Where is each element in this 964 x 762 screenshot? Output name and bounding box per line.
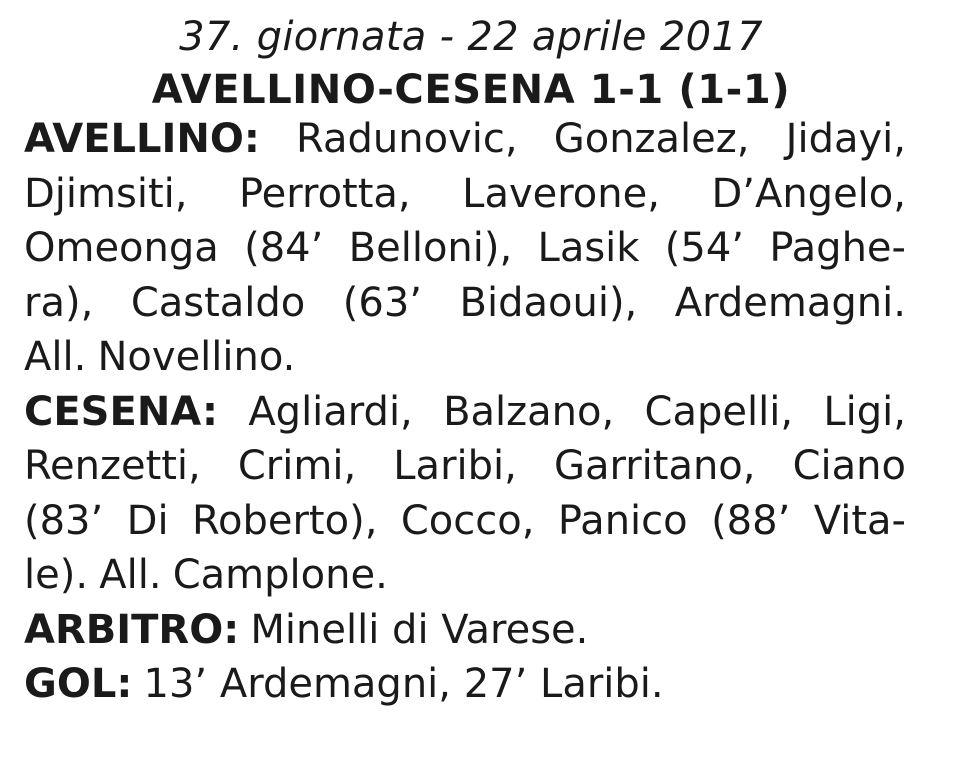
word: Vita- <box>813 497 906 544</box>
word: All. <box>99 552 162 598</box>
matchday-date: 37. giornata - 22 aprile 2017 <box>179 14 763 60</box>
word: Di <box>126 497 169 544</box>
player: Jidayi, <box>785 116 906 162</box>
goals-row <box>24 657 906 712</box>
word: le). <box>24 552 89 598</box>
player: Agliardi, <box>248 388 413 435</box>
word: (63’ <box>342 279 423 326</box>
player: Garritano, <box>553 443 756 489</box>
avellino-label: AVELLINO: <box>24 116 260 162</box>
avellino-lineup <box>24 112 906 385</box>
word: Cocco, <box>400 497 535 544</box>
word: ra), <box>24 279 94 326</box>
cesena-label: CESENA: <box>24 388 218 435</box>
word: (54’ <box>664 225 745 271</box>
referee-name: Minelli di Varese. <box>250 606 589 653</box>
word: Omeonga <box>24 225 219 271</box>
player: Ligi, <box>823 388 906 435</box>
player: Gonzalez, <box>553 116 750 162</box>
word: Ardemagni. <box>674 279 906 326</box>
word: Bidaoui), <box>459 279 638 326</box>
player: Radunovic, <box>296 116 518 162</box>
referee-line <box>24 603 906 658</box>
player: Perrotta, <box>238 170 411 217</box>
referee-row <box>24 603 906 658</box>
goals-text: 13’ Ardemagni, 27’ Laribi. <box>143 661 664 707</box>
cesena-line-4 <box>24 548 906 603</box>
player: D’Angelo, <box>711 170 906 217</box>
player: Laribi, <box>393 443 517 489</box>
word: (84’ <box>244 225 324 271</box>
match-result-title: AVELLINO-CESENA 1-1 (1-1) <box>151 67 791 113</box>
avellino-line-1 <box>24 112 906 167</box>
cesena-line-3 <box>24 494 906 549</box>
player: Djimsiti, <box>24 170 188 217</box>
referee-label: ARBITRO: <box>24 606 240 653</box>
word: (88’ <box>711 497 791 544</box>
player: Ciano <box>792 443 906 489</box>
player: Renzetti, <box>24 443 201 489</box>
player: Balzano, <box>443 388 615 435</box>
player: Capelli, <box>644 388 794 435</box>
word: Paghe- <box>769 225 906 271</box>
goals-label: GOL: <box>24 661 133 707</box>
word: Belloni), <box>348 225 513 271</box>
avellino-line-2 <box>24 167 906 222</box>
avellino-line-5 <box>24 330 906 385</box>
player: Laverone, <box>462 170 660 217</box>
word: Lasik <box>537 225 640 271</box>
coach: Novellino. <box>97 334 296 380</box>
cesena-line-1 <box>24 385 906 440</box>
avellino-line-4 <box>24 276 906 331</box>
word: Castaldo <box>130 279 306 326</box>
word: All. <box>24 334 87 380</box>
match-report <box>0 14 964 762</box>
avellino-line-3 <box>24 221 906 276</box>
word: Panico <box>557 497 688 544</box>
cesena-line-2 <box>24 439 906 494</box>
goals-line <box>24 657 906 712</box>
cesena-lineup <box>24 385 906 603</box>
word: Roberto), <box>192 497 378 544</box>
word: (83’ <box>24 497 104 544</box>
coach: Camplone. <box>172 552 388 598</box>
player: Crimi, <box>237 443 357 489</box>
